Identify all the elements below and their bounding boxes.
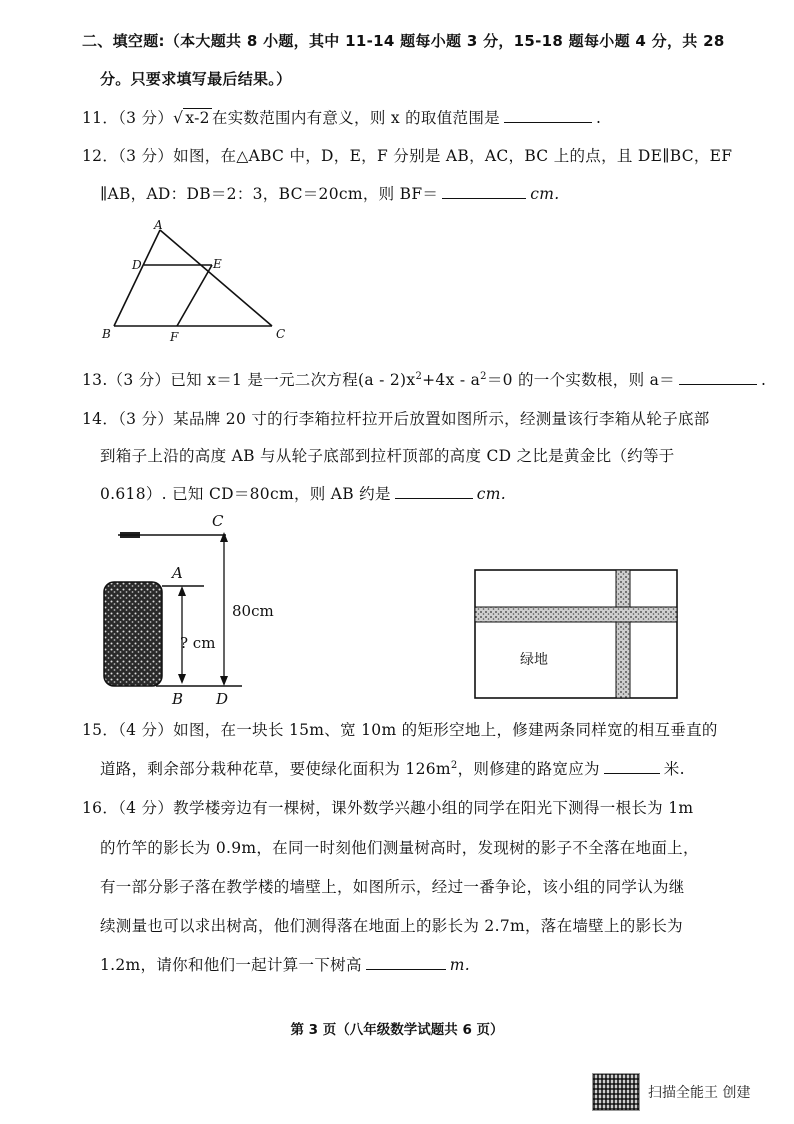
side-ab xyxy=(114,230,160,326)
q13-sup2: 2 xyxy=(480,370,487,382)
field-figure xyxy=(470,566,682,706)
q15-sup: 2 xyxy=(450,759,458,771)
q16-line5-text: 1.2m，请你和他们一起计算一下树高 xyxy=(100,956,362,974)
side-ac xyxy=(160,230,272,326)
q13-answer-blank[interactable] xyxy=(679,370,757,385)
q12-answer-blank[interactable] xyxy=(442,184,526,199)
question-13: 13.（3 分）已知 x＝1 是一元二次方程$(a - 2)x^2+4x - a^2=0$ 的一个实数根，则 a＝ . xyxy=(82,370,767,389)
q14-line3-text: 0.618）. 已知 CD＝80cm，则 AB 约是 xyxy=(100,485,391,503)
q11-answer-blank[interactable] xyxy=(504,108,592,123)
q12-unit: cm. xyxy=(530,185,560,203)
q13-post: ＝0 的一个实数根，则 a＝ xyxy=(486,371,675,389)
label-a: A xyxy=(154,218,163,232)
q16-line2: 的竹竿的影长为 0.9m，在同一时刻他们测量树高时，发现树的影子不全落在地面上， xyxy=(100,839,699,857)
q11-radicand: x-2 xyxy=(185,109,210,127)
suitcase-body xyxy=(104,582,162,686)
section-header-line2: 分。只要求填写最后结果。） xyxy=(100,70,292,88)
label-e: E xyxy=(213,257,222,271)
vertical-road xyxy=(616,570,630,698)
qr-code-icon xyxy=(592,1073,640,1111)
q16-line5 xyxy=(100,953,470,975)
q14-line1: 14．（3 分）某品牌 20 寸的行李箱拉杆拉开后放置如图所示，经测量该行李箱从轮子底部 xyxy=(82,410,710,428)
triangle-figure xyxy=(92,218,302,346)
q16-answer-blank[interactable] xyxy=(366,955,446,970)
label-f: F xyxy=(170,330,179,344)
label-c: C xyxy=(276,327,286,341)
q14-unit: cm. xyxy=(476,485,506,503)
q12-line2-text: ∥AB，AD：DB＝2：3，BC＝20cm，则 BF＝ xyxy=(100,185,439,203)
q13-pre: 13.（3 分）已知 x＝1 是一元二次方程(a - 2)x xyxy=(82,371,416,389)
q16-line1: 16．（4 分）教学楼旁边有一棵树，课外数学兴趣小组的同学在阳光下测得一根长为 1m xyxy=(82,799,694,817)
label-question-cm: ? cm xyxy=(180,634,216,652)
q16-unit: m. xyxy=(449,956,470,974)
sqrt-expression: √ x-2 xyxy=(173,109,210,127)
page-footer: 第 3 页（八年级数学试题共 6 页） xyxy=(290,1022,504,1038)
q12-line1: 12．（3 分）如图，在△ABC 中，D，E，F 分别是 AB，AC，BC 上的点，且 DE∥BC，EF xyxy=(82,147,733,165)
question-11: 11．（3 分）√ x-2 在实数范围内有意义，则 x 的取值范围是 . xyxy=(82,109,602,127)
label-c-suitcase: C xyxy=(212,512,224,530)
watermark-text: 扫描全能王 创建 xyxy=(648,1085,751,1101)
q11-prefix: 11．（3 分） xyxy=(82,109,174,127)
segment-ef xyxy=(177,265,212,326)
q16-line4: 续测量也可以求出树高，他们测得落在地面上的影长为 2.7m，落在墙壁上的影长为 xyxy=(100,917,683,935)
q11-text: 在实数范围内有意义，则 x 的取值范围是 xyxy=(211,109,500,127)
section-header-line1: 二、填空题:（本大题共 8 小题，其中 11-14 题每小题 3 分，15-18 题每小题 4 分，共 28 xyxy=(82,32,725,50)
q15-line2-text: 道路，剩余部分栽种花草，要使绿化面积为 126m xyxy=(100,760,451,778)
q12-line2 xyxy=(100,182,559,204)
q15-unit: 米. xyxy=(663,760,685,778)
q13-sup1: 2 xyxy=(415,370,423,382)
q15-line2-mid: ，则修建的路宽应为 xyxy=(457,760,600,778)
label-green-field: 绿地 xyxy=(520,652,548,668)
label-a-suitcase: A xyxy=(172,564,183,582)
label-d: D xyxy=(132,258,142,272)
q16-line3: 有一部分影子落在教学楼的墙壁上，如图所示，经过一番争论，该小组的同学认为继 xyxy=(100,878,685,896)
label-b-suitcase: B xyxy=(172,690,184,708)
q14-line2: 到箱子上沿的高度 AB 与从轮子底部到拉杆顶部的高度 CD 之比是黄金比（约等于 xyxy=(100,447,675,465)
q14-answer-blank[interactable] xyxy=(395,484,473,499)
q15-line1: 15．（4 分）如图，在一块长 15m、宽 10m 的矩形空地上，修建两条同样宽的相互垂直的 xyxy=(82,721,718,739)
q13-mid: +4x - a xyxy=(422,371,481,389)
suitcase-figure xyxy=(92,510,312,710)
label-b: B xyxy=(102,327,111,341)
label-d-suitcase: D xyxy=(216,690,229,708)
q14-line3 xyxy=(100,482,506,504)
scanner-watermark xyxy=(592,1074,750,1110)
horizontal-road xyxy=(475,607,677,622)
q15-answer-blank[interactable] xyxy=(604,759,660,774)
label-80cm: 80cm xyxy=(232,602,274,620)
field-rect xyxy=(475,570,677,698)
q15-line2 xyxy=(100,757,685,779)
